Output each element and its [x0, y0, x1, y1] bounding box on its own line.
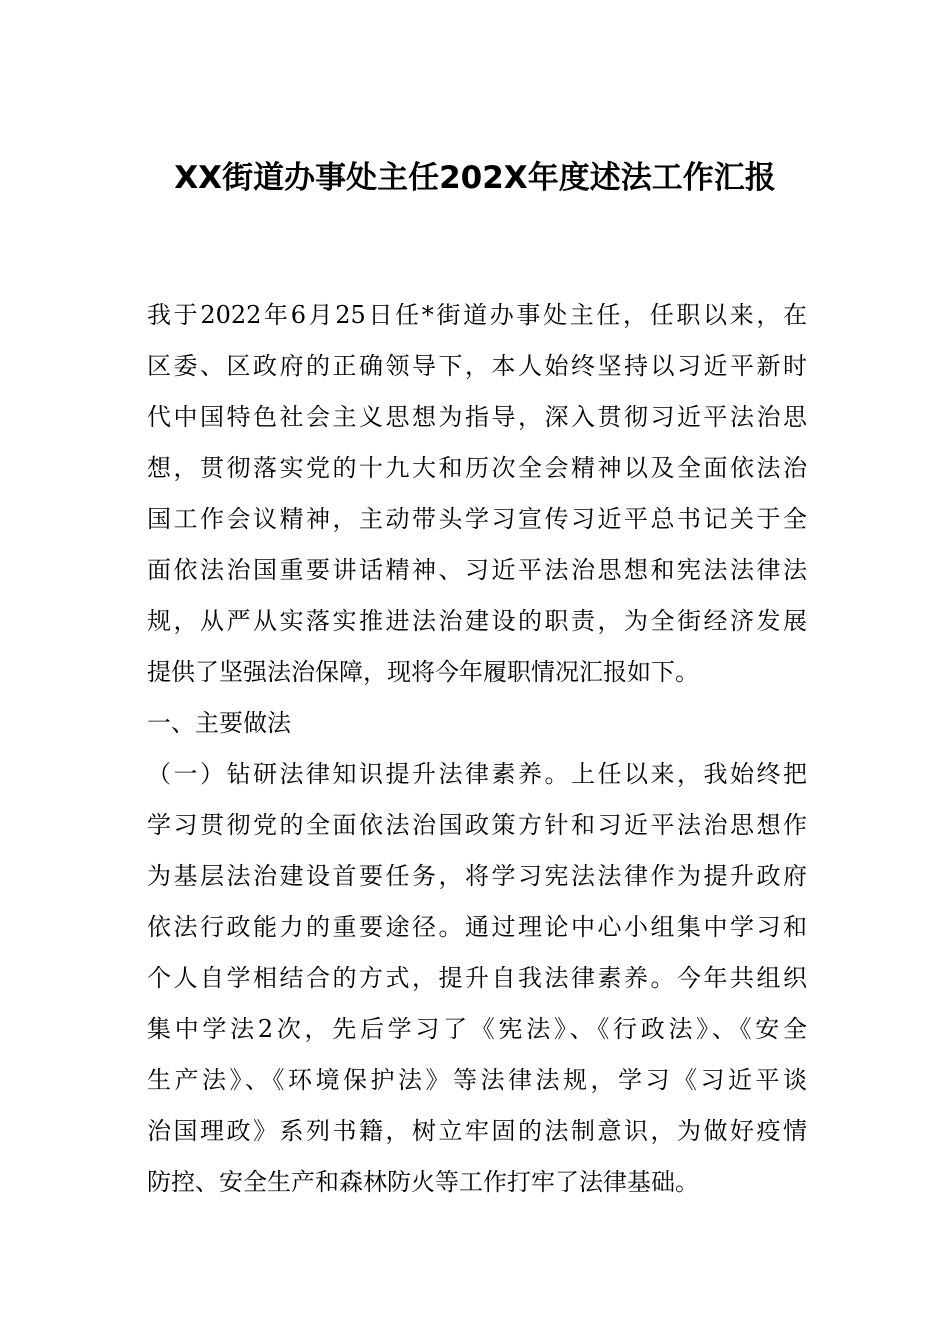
- body-line-17: 治国理政》系列书籍，树立牢固的法制意识，为做好疫情: [147, 1117, 807, 1145]
- body-line-18: 防控、安全生产和森林防火等工作打牢了法律基础。: [147, 1168, 699, 1196]
- body-line-3: 代中国特色社会主义思想为指导，深入贯彻习近平法治思: [147, 403, 807, 431]
- body-line-2: 区委、区政府的正确领导下，本人始终坚持以习近平新时: [147, 352, 807, 380]
- body-line-13: 依法行政能力的重要途径。通过理论中心小组集中学习和: [147, 913, 807, 941]
- body-line-10: （一）钻研法律知识提升法律素养。上任以来，我始终把: [147, 760, 807, 788]
- body-line-1: 我于2022年6月25日任*街道办事处主任，任职以来，在: [147, 301, 807, 329]
- body-line-7: 规，从严从实落实推进法治建设的职责，为全街经济发展: [147, 607, 807, 635]
- body-line-4: 想，贯彻落实党的十九大和历次全会精神以及全面依法治: [147, 454, 807, 482]
- body-line-12: 为基层法治建设首要任务，将学习宪法法律作为提升政府: [147, 862, 807, 890]
- body-line-16: 生产法》、《环境保护法》等法律法规，学习《习近平谈: [147, 1066, 807, 1094]
- body-line-5: 国工作会议精神，主动带头学习宣传习近平总书记关于全: [147, 505, 807, 533]
- body-line-6: 面依法治国重要讲话精神、习近平法治思想和宪法法律法: [147, 556, 807, 584]
- body-line-15: 集中学法2次，先后学习了《宪法》、《行政法》、《安全: [147, 1015, 807, 1043]
- body-line-11: 学习贯彻党的全面依法治国政策方针和习近平法治思想作: [147, 811, 807, 839]
- document-title: XX街道办事处主任202X年度述法工作汇报: [174, 160, 776, 196]
- body-line-8: 提供了坚强法治保障，现将今年履职情况汇报如下。: [147, 658, 699, 686]
- section-heading-1: 一、主要做法: [147, 709, 291, 737]
- body-line-14: 个人自学相结合的方式，提升自我法律素养。今年共组织: [147, 964, 807, 992]
